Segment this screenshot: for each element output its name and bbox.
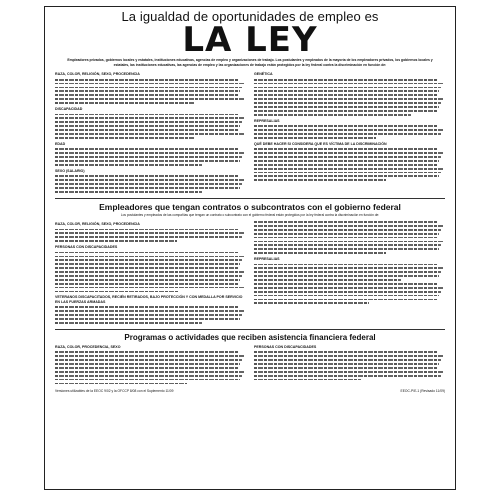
body-text-line: [55, 148, 238, 150]
section-heading: EDAD: [55, 141, 66, 146]
body-text-line: [254, 375, 441, 377]
body-text-line: [254, 160, 439, 162]
body-text-line: [254, 271, 441, 273]
body-text-line: [55, 187, 240, 189]
section-heading: QUÉ DEBE HACER SI CONSIDERA QUE ES VÍCTIMA DE LA DISCRIMINACIÓN: [254, 141, 387, 146]
body-text-line: [55, 263, 240, 265]
body-text-line: [254, 237, 437, 239]
poster-section: [254, 283, 445, 304]
eeo-poster: [44, 6, 456, 490]
body-text-line: [55, 287, 244, 289]
body-text-line: [254, 379, 361, 381]
bottom-right-column: [254, 342, 445, 387]
body-text-line: [254, 87, 441, 89]
top-right-column: [254, 69, 445, 194]
body-text-line: [55, 236, 242, 238]
body-text-line: [254, 168, 443, 170]
top-left-column: [55, 69, 246, 194]
body-text-line: [55, 379, 240, 381]
body-text-line: [55, 114, 238, 116]
mid-left-column: [55, 219, 246, 326]
body-text-line: [55, 102, 194, 104]
section-heading: SEXO (SALARIO): [55, 168, 85, 173]
body-text-line: [55, 117, 244, 119]
body-text-line: [55, 252, 238, 254]
body-text-line: [55, 137, 194, 139]
body-text-line: [55, 351, 238, 353]
body-text-line: [55, 94, 238, 96]
body-text-line: [254, 175, 439, 177]
body-text-line: [254, 363, 439, 365]
bottom-left-column: [55, 342, 246, 387]
poster-section: [254, 257, 445, 281]
divider: [55, 329, 445, 330]
body-text-line: [254, 287, 443, 289]
body-text-line: [254, 106, 439, 108]
body-text-line: [55, 152, 244, 154]
body-text-line: [254, 299, 437, 301]
section-heading: RAZA, COLOR, RELIGIÓN, SEXO, PROCEDENCIA: [55, 72, 140, 77]
body-text-line: [55, 87, 242, 89]
poster-section: [254, 221, 445, 254]
federal-contractors-intro: Los postulantes y empleados de las compañías que tengan un contrato o subcontrato con el gobierno federal están protegidos por la ley federal contra la discriminación en función de:: [120, 212, 380, 217]
body-text-line: [254, 225, 443, 227]
body-text-line: [254, 351, 437, 353]
body-text-line: [55, 229, 238, 231]
poster-section: [55, 72, 246, 104]
body-text-line: [254, 83, 443, 85]
body-text-line: [254, 156, 441, 158]
poster-title: La igualdad de oportunidades de empleo es: [121, 9, 379, 24]
body-text-line: [55, 160, 240, 162]
body-text-line: [55, 90, 240, 92]
body-text-line: [254, 129, 443, 131]
body-text-line: [55, 355, 244, 357]
body-text-line: [55, 133, 244, 135]
body-text-line: [55, 191, 202, 193]
body-text-line: [55, 310, 244, 312]
body-text-line: [55, 240, 177, 242]
poster-section: [55, 345, 246, 385]
section-heading: RAZA, COLOR, RELIGIÓN, SEXO, PROCEDENCIA: [55, 221, 140, 226]
section-heading: PERSONAS CON DISCAPACIDADES: [254, 344, 317, 349]
financial-assistance-heading: Programas o actividades que reciben asistencia financiera federal: [124, 332, 376, 342]
poster-section: [55, 295, 246, 323]
bottom-columns: [45, 342, 455, 387]
body-text-line: [254, 267, 443, 269]
body-text-line: [55, 283, 238, 285]
poster-section: [254, 119, 445, 139]
footer-form-number: EEOC-P/E-1 (Revisado 11/09): [400, 389, 445, 394]
body-text-line: [254, 148, 437, 150]
section-heading: RAZA, COLOR, PROCEDENCIA, SEXO: [55, 344, 121, 349]
body-text-line: [254, 233, 439, 235]
body-text-line: [254, 164, 437, 166]
body-text-line: [55, 175, 238, 177]
body-text-line: [254, 98, 443, 100]
body-text-line: [55, 363, 240, 365]
body-text-line: [55, 164, 202, 166]
poster-intro: Empleadores privados, gobiernos locales y estatales, instituciones educativas, agencias de empleo y organizaciones de trabajo. Los postulantes y empleados de la mayoría de los empleadores privados, los gobiernos locales y estatales, las instituciones educativas, las agencias de empleo y las organizaciones de trabajo están protegidos por la ley federal contra la discriminación en función de:: [67, 58, 433, 67]
body-text-line: [55, 271, 244, 273]
body-text-line: [254, 133, 441, 135]
body-text-line: [55, 314, 242, 316]
body-text-line: [55, 367, 238, 369]
body-text-line: [254, 244, 441, 246]
body-text-line: [55, 275, 242, 277]
body-text-line: [55, 306, 238, 308]
body-text-line: [254, 295, 439, 297]
section-heading: PERSONAS CON DISCAPACIDADES: [55, 245, 118, 250]
mid-right-column: [254, 219, 445, 326]
body-text-line: [254, 114, 411, 116]
mid-columns: [45, 219, 455, 326]
body-text-line: [254, 252, 386, 254]
body-text-line: [254, 371, 443, 373]
body-text-line: [254, 221, 437, 223]
poster-section: [55, 222, 246, 242]
poster-section: [55, 142, 246, 166]
body-text-line: [55, 371, 244, 373]
body-text-line: [55, 183, 242, 185]
body-text-line: [254, 172, 441, 174]
poster-section: [55, 107, 246, 139]
poster-big-title: LA LEY: [182, 20, 318, 60]
body-text-line: [55, 121, 242, 123]
body-text-line: [254, 283, 437, 285]
body-text-line: [55, 279, 240, 281]
body-text-line: [55, 318, 240, 320]
body-text-line: [55, 156, 242, 158]
body-text-line: [254, 279, 401, 281]
body-text-line: [254, 359, 441, 361]
body-text-line: [55, 291, 179, 293]
body-text-line: [55, 383, 187, 385]
body-text-line: [55, 359, 242, 361]
body-text-line: [254, 275, 439, 277]
body-text-line: [254, 229, 441, 231]
body-text-line: [55, 259, 242, 261]
body-text-line: [254, 302, 369, 304]
poster-section: [254, 142, 445, 182]
body-text-line: [254, 110, 437, 112]
body-text-line: [55, 98, 244, 100]
body-text-line: [55, 179, 244, 181]
body-text-line: [254, 137, 376, 139]
body-text-line: [55, 129, 238, 131]
poster-section: [55, 245, 246, 292]
body-text-line: [254, 367, 437, 369]
body-text-line: [55, 322, 202, 324]
section-heading: VETERANOS DISCAPACITADOS, RECIÉN RETIRADOS, BAJO PROTECCIÓN Y CON MEDALLA POR SERVICIO EN LAS FUERZAS ARMADAS: [55, 295, 243, 304]
body-text-line: [254, 94, 437, 96]
body-text-line: [55, 256, 244, 258]
section-heading: REPRESALIAS: [254, 118, 280, 123]
body-text-line: [254, 241, 443, 243]
body-text-line: [55, 232, 244, 234]
poster-section: [254, 345, 445, 381]
body-text-line: [254, 102, 441, 104]
body-text-line: [254, 291, 441, 293]
body-text-line: [55, 375, 242, 377]
divider: [55, 198, 445, 199]
body-text-line: [55, 267, 238, 269]
poster-section: [254, 72, 445, 115]
body-text-line: [55, 83, 244, 85]
body-text-line: [55, 79, 238, 81]
footer-version: Versiones utilizables de la EEOC 9/02 y la OFCCP 8/08 con el Suplemento 11/09: [55, 389, 174, 394]
body-text-line: [254, 179, 386, 181]
body-text-line: [254, 79, 437, 81]
top-columns: [45, 69, 455, 194]
body-text-line: [254, 264, 437, 266]
section-heading: REPRESALIAS: [254, 256, 280, 261]
body-text-line: [254, 355, 443, 357]
body-text-line: [254, 90, 439, 92]
body-text-line: [55, 125, 240, 127]
body-text-line: [254, 248, 439, 250]
federal-contractors-heading: Empleadores que tengan contratos o subcontratos con el gobierno federal: [99, 201, 401, 212]
section-heading: DISCAPACIDAD: [55, 106, 83, 111]
poster-footer: [45, 389, 455, 393]
poster-section: [55, 169, 246, 193]
section-heading: GENÉTICA: [254, 72, 273, 77]
body-text-line: [254, 152, 443, 154]
body-text-line: [254, 125, 437, 127]
